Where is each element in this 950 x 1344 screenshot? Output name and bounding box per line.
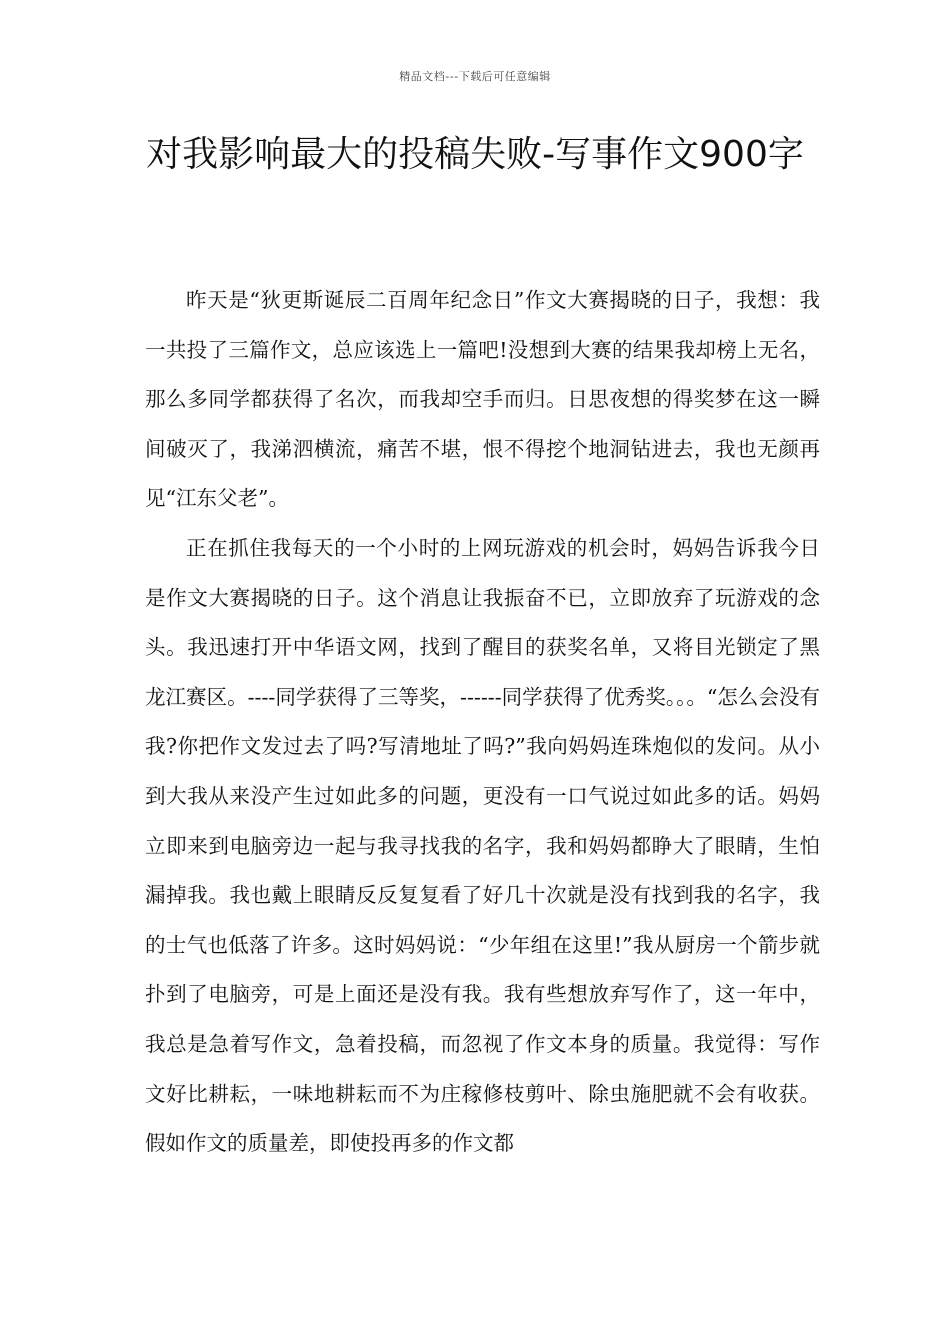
paragraph: 正在抓住我每天的一个小时的上网玩游戏的机会时，妈妈告诉我今日是作文大赛揭晓的日子。这个消息让我振奋不已，立即放弃了玩游戏的念头。我迅速打开中华语文网，找到了醒目的获奖名单，又将目光锁定了黑龙江赛区。----同学获得了三等奖，------同学获得了优秀奖。。。“怎么会没有我?你把作文发过去了吗?写清地址了吗?”我向妈妈连珠炮似的发问。从小到大我从来没产生过如此多的问题，更没有一口气说过如此多的话。妈妈立即来到电脑旁边一起与我寻找我的名字，我和妈妈都睁大了眼睛，生怕漏掉我。我也戴上眼睛反反复复看了好几十次就是没有找到我的名字，我的士气也低落了许多。这时妈妈说：“少年组在这里!”我从厨房一个箭步就扑到了电脑旁，可是上面还是没有我。我有些想放弃写作了，这一年中，我总是急着写作文，急着投稿，而忽视了作文本身的质量。我觉得：写作文好比耕耘，一味地耕耘而不为庄稼修枝剪叶、除虫施肥就不会有收获。假如作文的质量差，即使投再多的作文都 <box>145 535 820 1156</box>
document-title: 对我影响最大的投稿失败-写事作文900字 <box>146 134 804 175</box>
document-body <box>145 276 820 1169</box>
header-note: 精品文档---下载后可任意编辑 <box>399 70 551 83</box>
paragraph: 昨天是“狄更斯诞辰二百周年纪念日”作文大赛揭晓的日子，我想：我一共投了三篇作文，总应该选上一篇吧!没想到大赛的结果我却榜上无名，那么多同学都获得了名次，而我却空手而归。日思夜想的得奖梦在这一瞬间破灭了，我涕泗横流，痛苦不堪，恨不得挖个地洞钻进去，我也无颜再见“江东父老”。 <box>145 288 820 511</box>
